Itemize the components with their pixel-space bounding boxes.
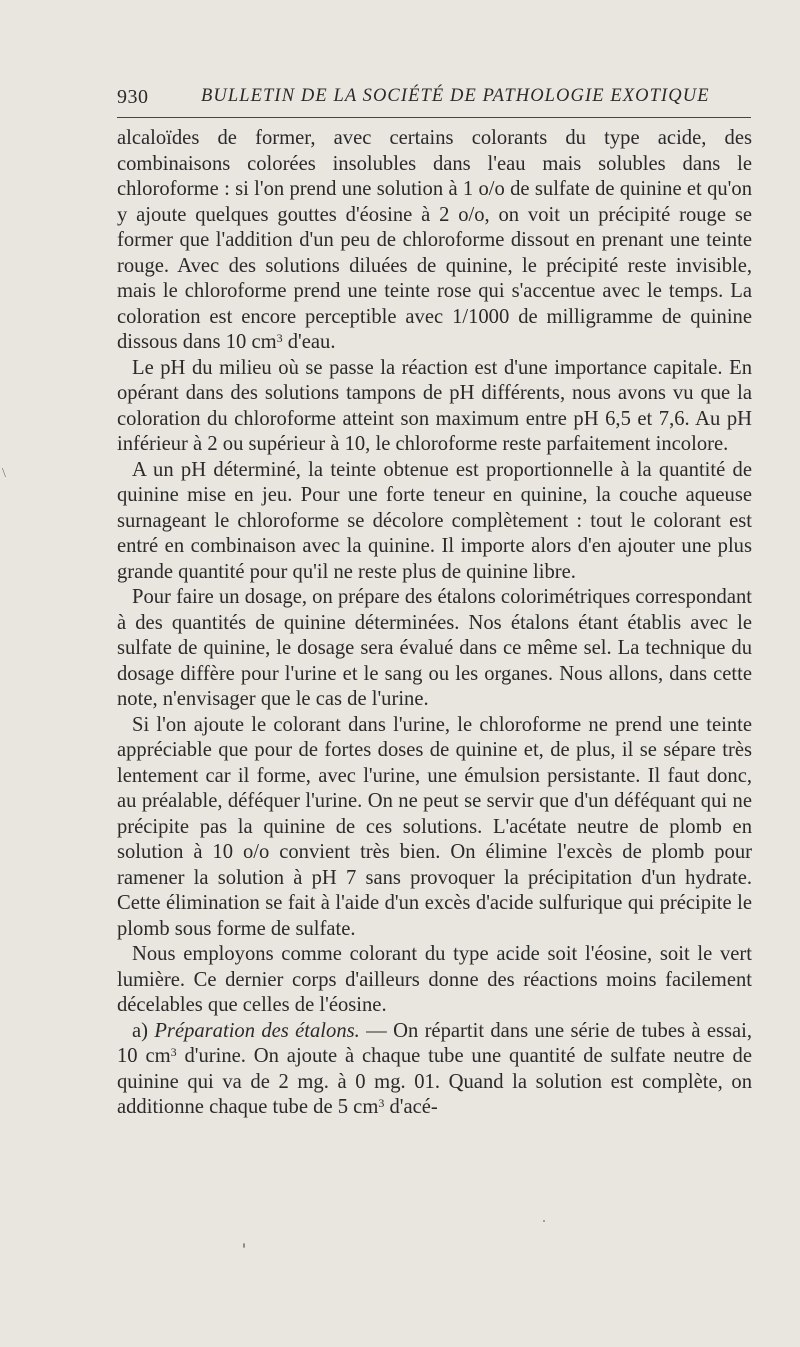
header-rule <box>117 117 751 118</box>
paragraph-3: A un pH déterminé, la teinte obtenue est proportionnelle à la quantité de quinine mise en jeu. Pour une forte teneur en quinine, la couche aqueuse surnageant le chloroforme se décolore complètement : tout le colorant est entré en combinaison avec la quinine. Il importe alors d'en ajouter une plus grande quantité pour qu'il ne reste plus de quinine libre. <box>117 458 752 583</box>
paragraph-1: alcaloïdes de former, avec certains colorants du type acide, des combinaisons colorées insolubles dans l'eau mais solubles dans le chloroforme : si l'on prend une solution à 1 o/o de sulfate de quinine et qu'on y ajoute quelques gouttes d'éosine à 2 o/o, on voit un précipité rouge se former que l'addition d'un peu de chloroforme dissout en prenant une teinte rouge. Avec des solutions diluées de quinine, le précipité reste invisible, mais le chloroforme prend une teinte rose qui s'accentue avec le temps. La coloration est encore perceptible avec 1/1000 de milligramme de quinine dissous dans 10 $cm^3$ d'eau. <box>117 127 752 353</box>
section-heading: Préparation des étalons. <box>154 1019 360 1042</box>
paragraph-4: Pour faire un dosage, on prépare des étalons colorimétriques correspondant à des quantités de quinine déterminées. Nos étalons étant établis avec le sulfate de quinine, le dosage sera évalué dans ce même sel. La technique du dosage diffère pour l'urine et le sang ou les organes. Nous allons, dans cette note, n'envisager que le cas de l'urine. <box>117 586 752 710</box>
paper-speck <box>543 1220 545 1222</box>
paragraph-7: a) Préparation des étalons. — On répartit dans une série de tubes à essai, 10 $cm^3$ d'urine. On ajoute à chaque tube une quantité de sulfate neutre de quinine qui va de 2 mg. à 0 mg. 01. Quand la solution est complète, on additionne chaque tube de 5 $cm^3$ d'acé- <box>117 1019 752 1118</box>
paragraph-2: Le pH du milieu où se passe la réaction est d'une importance capitale. En opérant dans des solutions tampons de pH différents, nous avons vu que la coloration du chloroforme atteint son maximum entre pH 6,5 et 7,6. Au pH inférieur à 2 ou supérieur à 10, le chloroforme reste parfaitement incolore. <box>117 356 752 455</box>
page-number: 930 <box>117 86 149 108</box>
body-text <box>117 126 752 1121</box>
page-header <box>117 86 751 116</box>
running-title: BULLETIN DE LA SOCIÉTÉ DE PATHOLOGIE EXOTIQUE <box>201 86 710 106</box>
margin-mark: \ <box>2 466 6 481</box>
paragraph-6: Nous employons comme colorant du type acide soit l'éosine, soit le vert lumière. Ce dernier corps d'ailleurs donne des réactions moins facilement décelables que celles de l'éosine. <box>117 943 752 1016</box>
paragraph-5: Si l'on ajoute le colorant dans l'urine, le chloroforme ne prend une teinte appréciable que pour de fortes doses de quinine et, de plus, il se sépare très lentement car il forme, avec l'urine, une émulsion persistante. Il faut donc, au préalable, déféquer l'urine. On ne peut se servir que d'un déféquant qui ne précipite pas la quinine de ces solutions. L'acétate neutre de plomb en solution à 10 o/o convient très bien. On élimine l'excès de plomb pour ramener la solution à pH 7 sans provoquer la précipitation d'un hydrate. Cette élimination se fait à l'aide d'un excès d'acide sulfurique qui précipite le plomb sous forme de sulfate. <box>117 713 752 940</box>
paper-speck <box>243 1243 245 1248</box>
